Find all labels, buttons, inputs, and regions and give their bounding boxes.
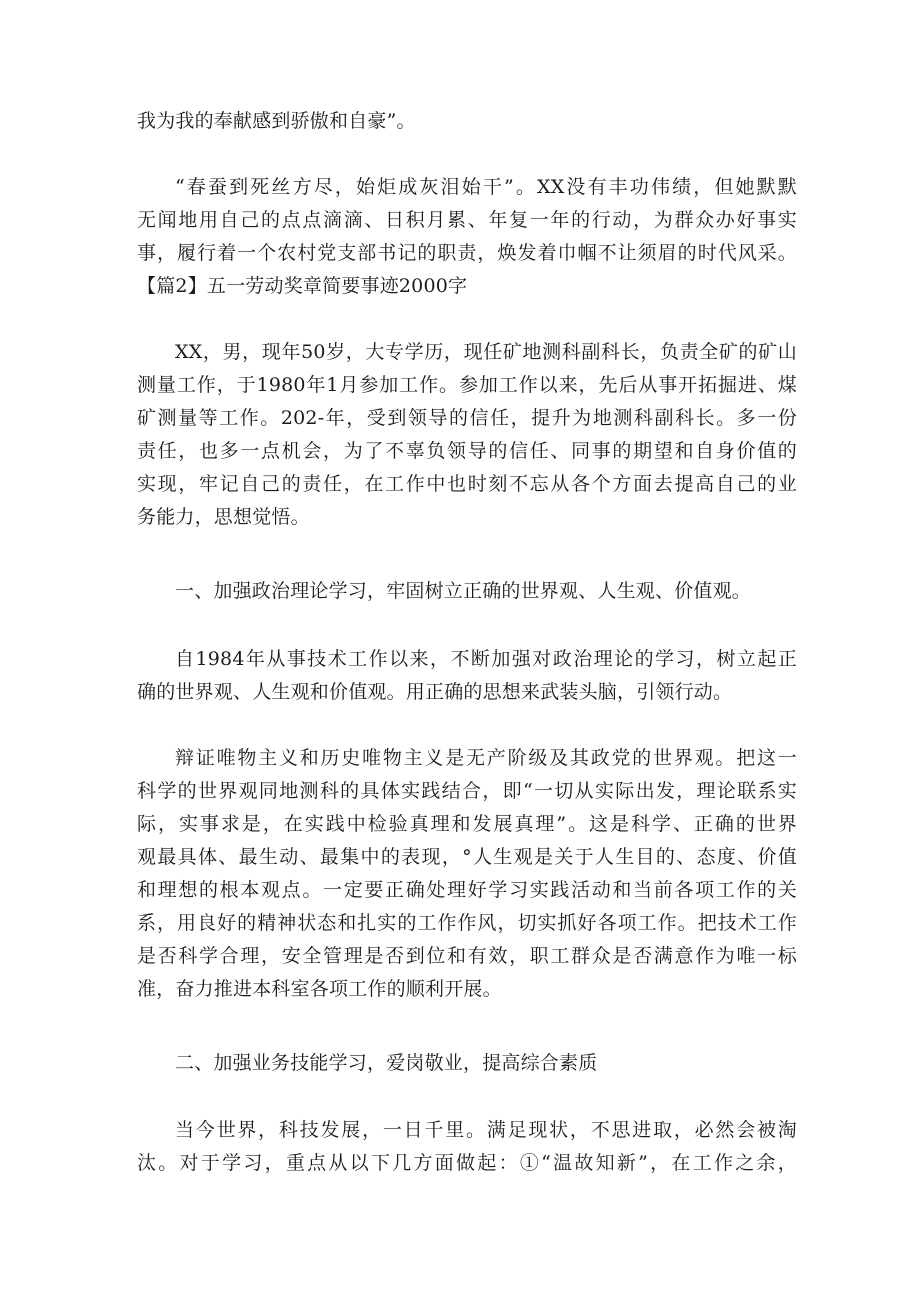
text-line: 当今世界，科技发展，一日千里。满足现状，不思进取，必然会被淘 xyxy=(175,1119,797,1141)
text-line: 事，履行着一个农村党支部书记的职责，焕发着巾帼不让须眉的时代风采。 xyxy=(137,242,797,264)
text-line: 观最具体、最生动、最集中的表现，°人生观是关于人生目的、态度、价值 xyxy=(137,846,797,868)
text-line: XX，男，现年50岁，大专学历，现任矿地测科副科长，负责全矿的矿山 xyxy=(175,341,797,363)
text-line: 无闻地用自己的点点滴滴、日积月累、年复一年的行动，为群众办好事实 xyxy=(137,209,797,231)
text-line: 际，实事求是，在实践中检验真理和发展真理”。这是科学、正确的世界 xyxy=(137,813,797,835)
text-line: 准，奋力推进本科室各项工作的顺利开展。 xyxy=(137,978,502,1000)
text-line: 责任，也多一点机会，为了不辜负领导的信任、同事的期望和自身价值的 xyxy=(137,440,797,462)
text-line: 矿测量等工作。202-年，受到领导的信任，提升为地测科副科长。多一份 xyxy=(137,407,797,429)
text-line: 测量工作，于1980年1月参加工作。参加工作以来，先后从事开拓掘进、煤 xyxy=(137,374,797,396)
text-line: 是否科学合理，安全管理是否到位和有效，职工群众是否满意作为唯一标 xyxy=(137,945,797,967)
text-line: 我为我的奉献感到骄傲和自豪”。 xyxy=(137,110,416,132)
text-line: 科学的世界观同地测科的具体实践结合，即“一切从实际出发，理论联系实 xyxy=(137,780,797,802)
text-line: 和理想的根本观点。一定要正确处理好学习实践活动和当前各项工作的关 xyxy=(137,879,797,901)
text-line: 辩证唯物主义和历史唯物主义是无产阶级及其政党的世界观。把这一 xyxy=(175,747,797,769)
text-line: 实现，牢记自己的责任，在工作中也时刻不忘从各个方面去提高自己的业 xyxy=(137,473,797,495)
text-line: 系，用良好的精神状态和扎实的工作作风，切实抓好各项工作。把技术工作 xyxy=(137,912,797,934)
text-line: “春蚕到死丝方尽，始炬成灰泪始干”。XX没有丰功伟绩，但她默默 xyxy=(175,176,797,198)
text-line: 务能力，思想觉悟。 xyxy=(137,506,310,528)
text-line: 自1984年从事技术工作以来，不断加强对政治理论的学习，树立起正 xyxy=(175,648,797,670)
text-line: 汰。对于学习，重点从以下几方面做起：①“温故知新”，在工作之余， xyxy=(137,1152,797,1174)
section-heading: 【篇2】五一劳动奖章简要事迹2000字 xyxy=(137,275,468,297)
text-line: 确的世界观、人生观和价值观。用正确的思想来武装头脑，引领行动。 xyxy=(137,681,733,703)
subheading: 一、加强政治理论学习，牢固树立正确的世界观、人生观、价值观。 xyxy=(175,580,752,602)
subheading: 二、加强业务技能学习，爱岗敬业，提高综合素质 xyxy=(175,1052,598,1074)
